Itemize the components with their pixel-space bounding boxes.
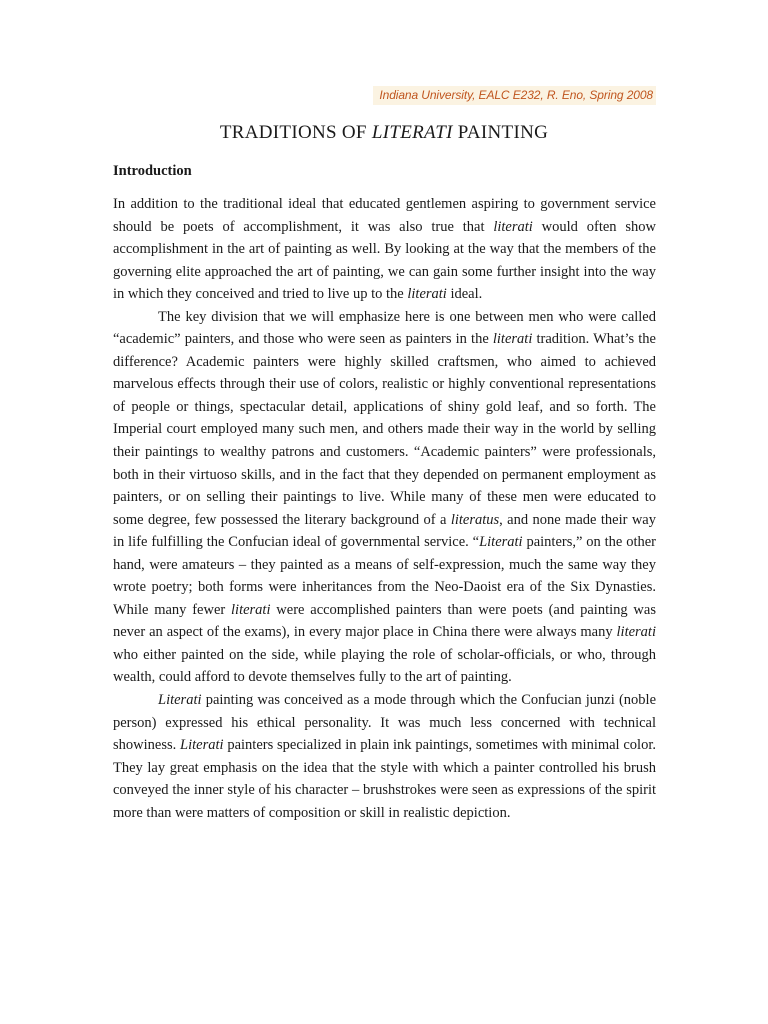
italic-term: literati xyxy=(493,218,533,235)
paragraph-text: tradition. What’s the difference? Academic painters were highly skilled craftsmen, who aimed to achieved marvelous effects through their use of colors, realistic or highly conventional representations of people or things, spectacular detail, applications of shiny gold leaf, and so forth. The Imperial court employed many such men, and others made their way in the world by selling their paintings to wealthy patrons and customers. “Academic painters” were professionals, both in their virtuoso skills, and in the fact that they depended on permanent employment as painters, or on selling their paintings to live. While many of these men were educated to some degree, few possessed the literary background of a xyxy=(113,331,656,528)
document-title xyxy=(0,122,768,144)
body-text xyxy=(113,193,656,824)
italic-term: literati xyxy=(616,624,656,641)
paragraph-text: painters specialized in plain ink paintings, sometimes with minimal color. They lay great emphasis on the idea that the style with which a painter controlled his brush conveyed the inner style of his character – brushstrokes were seen as expressions of the spirit more than were matters of composition or skill in realistic depiction. xyxy=(113,737,656,821)
italic-term: Literati xyxy=(479,534,523,551)
italic-term: literatus xyxy=(450,511,500,528)
paragraph xyxy=(113,689,656,824)
italic-term: Literati xyxy=(158,692,202,709)
paragraph-text: , and none made their way in life fulfilling the Confucian ideal of governmental service. “ xyxy=(113,511,656,551)
course-info-label: Indiana University, EALC E232, R. Eno, Spring 2008 xyxy=(373,86,656,105)
title-emphasis: LITERATI xyxy=(371,122,453,143)
paragraph-text: painters,” on the other hand, were amateurs – they painted as a means of self-expression, much the same way they wrote poetry; both forms were inheritances from the Neo-Daoist era of the Six Dynasties. While many fewer xyxy=(113,534,656,618)
title-suffix: PAINTING xyxy=(452,122,549,143)
paragraph xyxy=(113,193,656,306)
title-prefix: TRADITIONS OF xyxy=(219,122,372,143)
paragraph-text: In addition to the traditional ideal that educated gentlemen aspiring to government service should be poets of accomplishment, it was also true that xyxy=(113,196,656,235)
paragraph-text: The key division that we will emphasize here is one between men who were called “academic” painters, and those who were seen as painters in the xyxy=(113,308,656,348)
section-heading: Introduction xyxy=(113,163,192,179)
running-header xyxy=(0,86,656,105)
paragraph-text: painting was conceived as a mode through which the Confucian junzi (noble person) expressed his ethical personality. It was much less concerned with technical showiness. xyxy=(113,692,656,754)
italic-term: literati xyxy=(231,601,271,618)
italic-term: literati xyxy=(407,286,447,303)
paragraph-text: ideal. xyxy=(446,286,483,303)
paragraph-text: who either painted on the side, while playing the role of scholar-officials, or who, through wealth, could afford to devote themselves fully to the art of painting. xyxy=(113,646,656,686)
italic-term: literati xyxy=(492,331,533,348)
paragraph-text: would often show accomplishment in the art of painting as well. By looking at the way that the members of the governing elite approached the art of painting, we can gain some further insight into the way in which they conceived and tried to live up to the xyxy=(113,218,656,303)
paragraph xyxy=(113,306,656,689)
paragraph-text: were accomplished painters than were poets (and painting was never an aspect of the exams), in every major place in China there were always many xyxy=(113,601,656,641)
italic-term: Literati xyxy=(180,737,224,754)
